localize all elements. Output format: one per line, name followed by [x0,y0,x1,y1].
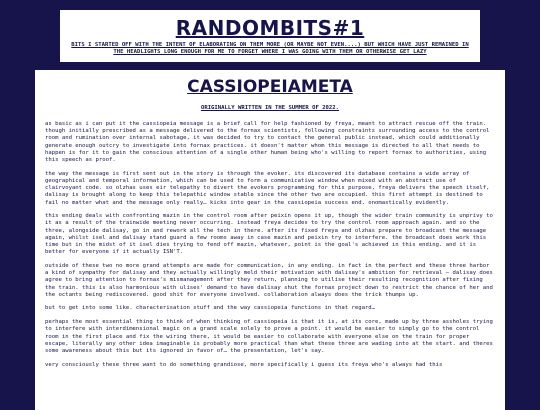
article-paragraph: this ending deals with confronting mazin in the control room after peixin opens it up, though the wider train community is unprivy to it as a result of the trainwide meeting never occurring. instead freya decides to try the control room approach again. and so the three, alongside dalisay, go in and rework all the tech in there. after its fixed freya and olzhas prepare to broadcast the message again, whilst isel and dalisay stand guard a few rooms away in case mazin and peixin try to interfere. the broadcast does work this time but in the midst of it isel dies trying to fend off mazin, whatever, point is the goal's achieved in this ending. and it is better for everyone if it actually ISN'T. [45,213,493,256]
article-body [35,121,505,369]
article-paragraph: perhaps the most essential thing to think of when thinking of cassiopeia is that it is, at its core, made up by three assholes trying to interfere with interdimensional magic on a grand scale solely to prove a point. it would be easier to simply go to the control room in the first place and fix the wiring there, it would be easier to collaborate with everyone else on the train for proper escape, literally any other idea imaginable is probably more practical than what these three are wading into at the start. and theres some awareness about this but its ignored in favor of… the presentation, let's say. [45,319,493,354]
article-panel [35,70,505,410]
article-paragraph: as basic as i can put it the cassiopeia message is a brief call for help fashioned by freya, meant to attract rescue off the train. though initially prescribed as a message delivered to the fornax scientists, following constraints surrounding access to the control room and rumination over internal sabotage, it was decided to try to contact the general public instead, which could additionally generate enough outcry to investigate into fornax practices. it doesn't matter whom this message is directed to all that needs to happen is for it to gain the conscious attention of a single other human being who's willing to report fornax to authorities, using this speech as proof. [45,121,490,164]
article-title: CASSIOPEIAMETA [187,77,353,97]
page-subtitle: BITS I STARTED OFF WITH THE INTENT OF ELABORATING ON THEM MORE (OR MAYBE NOT EVEN....) BUT WHICH HAVE JUST REMAINED IN THE HEADLIGHTS LONG ENOUGH FOR ME TO FORGET WHERE I WAS GOING WITH THEM OR OTHERWISE GET LAZY [71,42,469,55]
article-paragraph: the way the message is first sent out in the story is through the evoker. its discovered its database contains a wide array of geographical and temporal information, which can be used to form a communicative window when mixed with an abstract use of clairvoyant code. so olzhas uses eir telepathy to divert the evokers programming for this purpose, freya delivers the speech itself, dalisay is brought along to keep this telepathic window stable since the other two are occupied. this first attempt is destined to fail no matter what and the message only really… kicks into gear in the cassiopeia success end. onomastically evidently. [45,170,490,206]
page-header [60,10,480,62]
article-paragraph: very consciously these three want to do something grandiose, more specifically i guess its freya who's always had this [45,361,443,368]
article-paragraph: outside of these two no more grand attempts are made for communication, in any ending. in fact in the perfect end these three harbor a kind of sympathy for dalisay and they actually willingly meld their motivation with dalisay's ambition for retrieval – dalisay does agree to bring attention to fornax's mismanagement after they return, planning to utilise their resulting recognition after fixing the train. this is also harmonious with ulises' demand to have dalisay shut the fornax project down to restrict the chance of her and the octants being rediscovered. good shit for everyone involved. collaboration always does the trick thumps up. [45,262,493,298]
page-title: RANDOMBITS#1 [175,16,365,40]
article-subtitle: ORIGINALLY WRITTEN IN THE SUMMER OF 2022. [200,105,340,111]
article-paragraph: but to get into some like. characterisation stuff and the way cassiopeia functions in that regard… [45,305,376,312]
